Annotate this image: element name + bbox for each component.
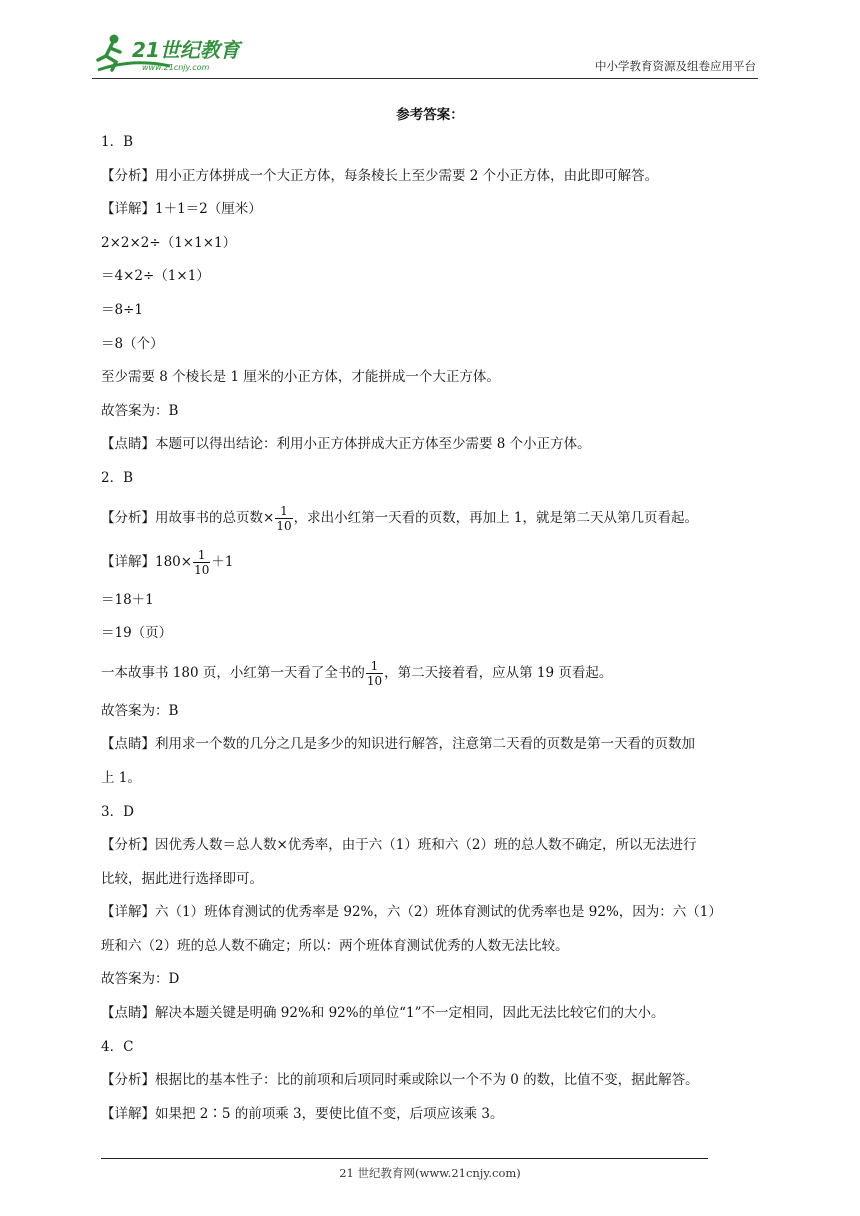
fraction-line [101,540,769,584]
text-line: 故答案为：D [101,971,180,988]
text-line: 4．C [101,1038,134,1055]
logo [92,30,262,76]
text-line: 【详解】六（1）班体育测试的优秀率是 92%，六（2）班体育测试的优秀率也是 92%，因为：六（1） [101,904,722,921]
text-line: ＝19（页） [101,625,173,642]
fraction-line-suffix: ，第二天接着看，应从第 19 页看起。 [384,664,613,681]
text-line: 1．B [101,134,134,150]
text-line: 【详解】1＋1＝2（厘米） [101,201,262,218]
text-line: 至少需要 8 个棱长是 1 厘米的小正方体，才能拼成一个大正方体。 [101,369,500,386]
footer-divider [101,1158,708,1159]
logo-text: 21世纪教育 [132,38,240,62]
text-line: 班和六（2）班的总人数不确定；所以：两个班体育测试优秀的人数无法比较。 [101,937,569,954]
answer-content [101,126,769,1131]
text-line: 【详解】如果把 2∶5 的前项乘 3，要使比值不变，后项应该乘 3。 [101,1105,504,1122]
text-line: 上 1。 [101,769,141,786]
platform-label: 中小学教育资源及组卷应用平台 [595,59,756,73]
fraction [275,504,292,533]
text-line: ＝4×2÷（1×1） [101,268,210,285]
text-line: 比较，据此进行选择即可。 [101,870,263,887]
text-line: ＝8（个） [101,335,164,352]
text-line: 【点睛】本题可以得出结论：利用小正方体拼成大正方体至少需要 8 个小正方体。 [101,436,591,453]
fraction-line [101,496,769,540]
page-footer: 21 世纪教育网(www.21cnjy.com) [339,1166,521,1180]
fraction-line-prefix: 【分析】用故事书的总页数× [101,509,275,526]
text-line: ＝8÷1 [101,301,143,318]
fraction-line-suffix: ＋1 [211,553,234,570]
page-title: 参考答案： [396,107,464,123]
text-line: 【分析】用小正方体拼成一个大正方体，每条棱长上至少需要 2 个小正方体，由此即可解答。 [101,167,659,184]
fraction-numerator: 1 [275,504,292,519]
fraction [193,548,210,577]
text-line: 【分析】因优秀人数＝总人数×优秀率，由于六（1）班和六（2）班的总人数不确定，所以无法进行 [101,837,697,854]
text-line: 【点睛】解决本题关键是明确 92%和 92%的单位“1”不一定相同，因此无法比较它们的大小。 [101,1005,665,1022]
fraction-denominator: 10 [366,673,383,688]
fraction-line-prefix: 【详解】180× [101,553,193,570]
fraction-numerator: 1 [366,659,383,674]
fraction-denominator: 10 [194,562,210,577]
fraction-numerator: 1 [193,548,210,563]
page-header [92,30,758,79]
text-line: ＝18＋1 [101,591,154,608]
text-line: 2．B [101,469,134,486]
text-line: 故答案为：B [101,402,179,419]
text-line: 【点睛】利用求一个数的几分之几是多少的知识进行解答，注意第二天看的页数是第一天看的页数加 [101,736,695,753]
text-line: 3．D [101,803,134,820]
text-line: 故答案为：B [101,702,179,719]
text-line: 【分析】根据比的基本性子：比的前项和后项同时乘或除以一个不为 0 的数，比值不变，据此解答。 [101,1072,699,1089]
fraction-line-suffix: ，求出小红第一天看的页数，再加上 1，就是第二天从第几页看起。 [293,509,698,526]
logo-url: www.21cnjy.com [142,63,210,72]
fraction-line-prefix: 一本故事书 180 页，小红第一天看了全书的 [101,664,365,681]
fraction-line [101,651,769,695]
fraction [366,659,383,688]
text-line: 2×2×2÷（1×1×1） [101,234,237,251]
fraction-denominator: 10 [276,518,292,533]
